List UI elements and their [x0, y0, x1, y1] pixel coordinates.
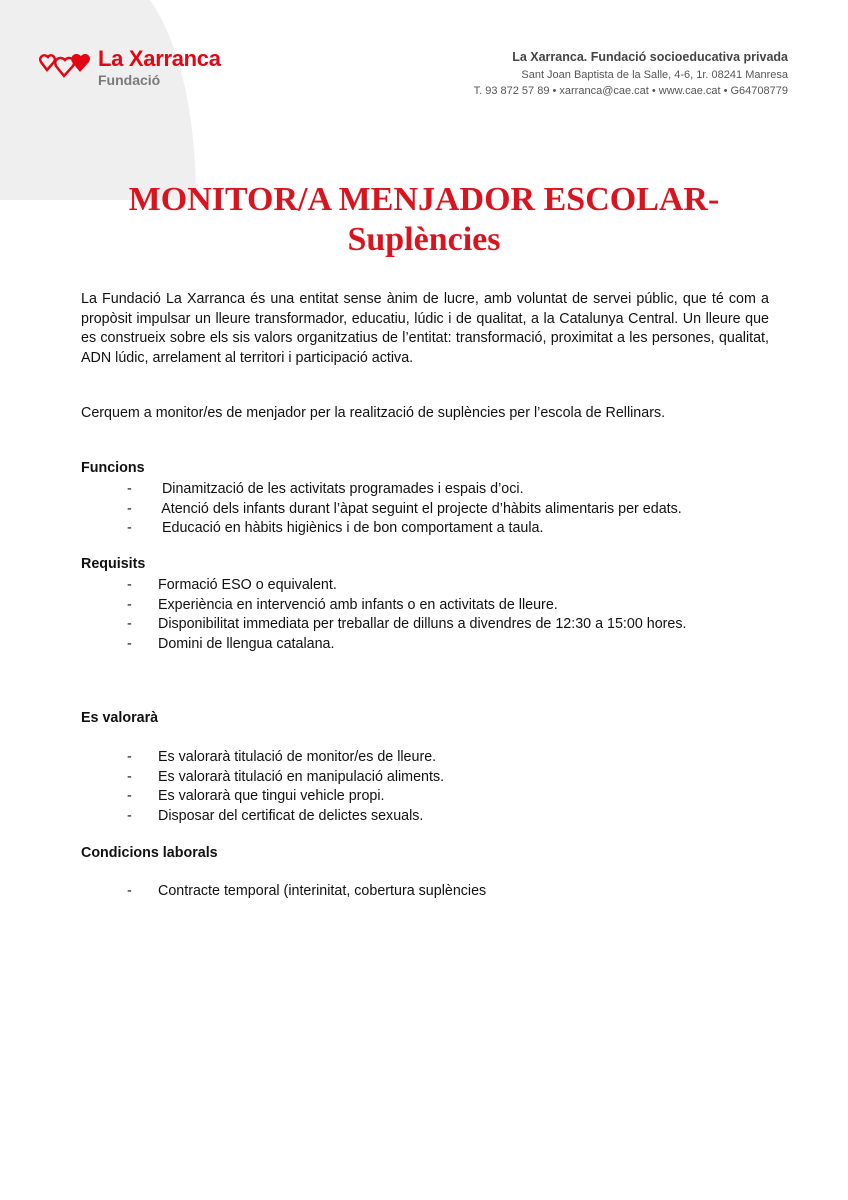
- organization-address: Sant Joan Baptista de la Salle, 4-6, 1r. 08241 Manresa: [521, 69, 788, 81]
- list-item: - Es valorarà titulació en manipulació aliments.: [127, 768, 445, 785]
- list-item: - Disposar del certificat de delictes sexuals.: [127, 807, 424, 824]
- section-heading-funcions: Funcions: [81, 460, 145, 476]
- list-item: - Es valorarà titulació de monitor/es de lleure.: [127, 749, 437, 765]
- logo-name: La Xarranca: [98, 46, 221, 71]
- title-line-2: Suplències: [347, 221, 501, 258]
- list-requisits: [127, 576, 687, 654]
- search-paragraph: Cerquem a monitor/es de menjador per la realització de suplències per l’escola de Rellinars.: [81, 405, 666, 421]
- list-item: - Atenció dels infants durant l’àpat seguint el projecte d’hàbits alimentaris per edats.: [127, 500, 682, 517]
- logo-subtitle: Fundació: [98, 72, 161, 88]
- list-item: - Contracte temporal (interinitat, cobertura suplències: [127, 883, 487, 899]
- list-item: - Disponibilitat immediata per treballar de dilluns a divendres de 12:30 a 15:00 hores.: [127, 616, 687, 632]
- list-item: - Dinamització de les activitats programades i espais d’oci.: [127, 481, 524, 497]
- list-item: - Educació en hàbits higiènics i de bon comportament a taula.: [127, 520, 544, 536]
- list-funcions: [127, 480, 682, 539]
- organization-contact: T. 93 872 57 89 • xarranca@cae.cat • www.cae.cat • G64708779: [473, 85, 788, 97]
- list-item: - Formació ESO o equivalent.: [127, 577, 337, 593]
- organization-info: [474, 50, 788, 101]
- section-heading-condicions: Condicions laborals: [81, 845, 218, 861]
- list-item: - Domini de llengua catalana.: [127, 635, 335, 652]
- list-item: - Experiència en intervenció amb infants o en activitats de lleure.: [127, 596, 558, 613]
- intro-paragraph: La Fundació La Xarranca és una entitat sense ànim de lucre, amb voluntat de servei públic, que té com a propòsit impulsar un lleure transformador, educatiu, lúdic i de qualitat, a la Catalunya Central. Un lleure que es construeix sobre els sis valors organitzatius de l’entitat: transformació, proximitat a les persones, qualitat, ADN lúdic, arrelament al territori i participació activa.: [81, 291, 769, 366]
- list-valorara: [127, 748, 444, 826]
- list-item: - Es valorarà que tingui vehicle propi.: [127, 788, 385, 804]
- section-heading-valorara: Es valorarà: [81, 710, 159, 726]
- organization-name: La Xarranca. Fundació socioeducativa privada: [512, 50, 788, 64]
- page-title: [0, 180, 848, 260]
- section-heading-requisits: Requisits: [81, 556, 146, 572]
- logo-hearts-icon: [36, 48, 98, 82]
- list-condicions: [127, 882, 486, 902]
- title-line-1: MONITOR/A MENJADOR ESCOLAR-: [128, 181, 720, 218]
